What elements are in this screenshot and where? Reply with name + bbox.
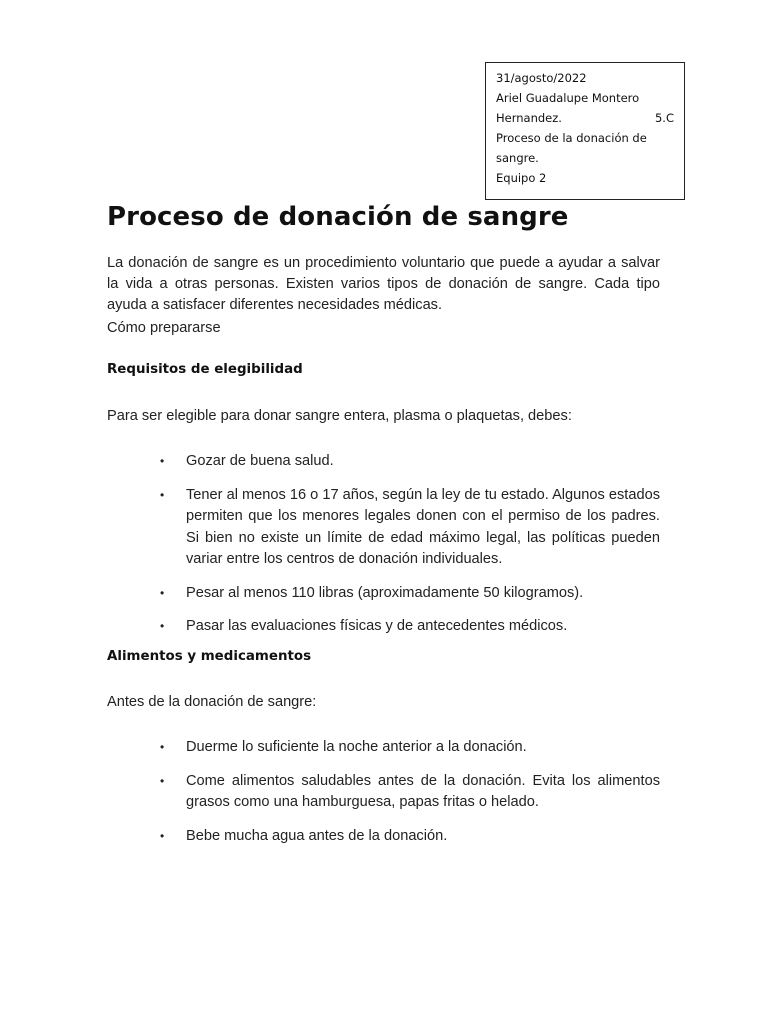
list-item xyxy=(160,737,660,759)
bullet-icon: • xyxy=(160,487,165,502)
eligibility-list xyxy=(160,451,660,650)
bullet-icon: • xyxy=(160,585,165,600)
list-item-text: Pasar las evaluaciones físicas y de antecedentes médicos. xyxy=(186,618,568,634)
date-text: 31/agosto/2022 xyxy=(496,71,587,85)
food-medication-list xyxy=(160,737,660,859)
eligibility-heading: Requisitos de elegibilidad xyxy=(107,362,303,377)
document-title: Proceso de donación de sangre xyxy=(107,202,569,232)
bullet-icon: • xyxy=(160,619,165,633)
team-text: Equipo 2 xyxy=(496,171,547,185)
list-item-text: Pesar al menos 110 libras (aproximadamente 50 kilogramos). xyxy=(186,584,584,601)
bullet-icon: • xyxy=(160,740,165,754)
bullet-icon: • xyxy=(160,773,165,788)
list-item-text: Gozar de buena salud. xyxy=(186,453,334,469)
prepare-heading: Cómo prepararse xyxy=(107,320,221,336)
list-item-text: Tener al menos 16 o 17 años, según la ley de tu estado. Algunos estados permiten que los menores legales donen con el permiso de los padres. Si bien no existe un límite de edad máximo legal, las políticas pueden variar entre los centros de donación individuales. xyxy=(186,486,660,567)
list-item xyxy=(160,451,660,473)
bullet-icon: • xyxy=(160,454,165,468)
bullet-icon: • xyxy=(160,828,165,843)
list-item-text: Come alimentos saludables antes de la donación. Evita los alimentos grasos como una hamburguesa, papas fritas o helado. xyxy=(186,772,660,810)
intro-paragraph: La donación de sangre es un procedimiento voluntario que puede a ayudar a salvar la vida a otras personas. Existen varios tipos de donación de sangre. Cada tipo ayuda a satisfacer diferentes necesidades médicas. xyxy=(107,255,660,313)
list-item xyxy=(160,485,660,571)
list-item-text: Duerme lo suficiente la noche anterior a la donación. xyxy=(186,739,527,755)
group-text: 5.C xyxy=(654,111,674,125)
food-medication-lead: Antes de la donación de sangre: xyxy=(107,694,317,710)
topic-text: Proceso de la donación de sangre. xyxy=(496,131,647,165)
list-item xyxy=(160,616,660,638)
list-item xyxy=(160,771,660,814)
student-name-group-row xyxy=(496,108,674,128)
list-item xyxy=(160,583,660,605)
list-item xyxy=(160,826,660,848)
eligibility-lead: Para ser elegible para donar sangre entera, plasma o plaquetas, debes: xyxy=(107,408,572,424)
list-item-text: Bebe mucha agua antes de la donación. xyxy=(186,827,448,844)
student-name-second-line: Hernandez. xyxy=(496,111,562,125)
student-info-box xyxy=(485,62,685,200)
student-name-first-line: Ariel Guadalupe Montero xyxy=(496,91,640,105)
food-medication-heading: Alimentos y medicamentos xyxy=(107,649,312,664)
